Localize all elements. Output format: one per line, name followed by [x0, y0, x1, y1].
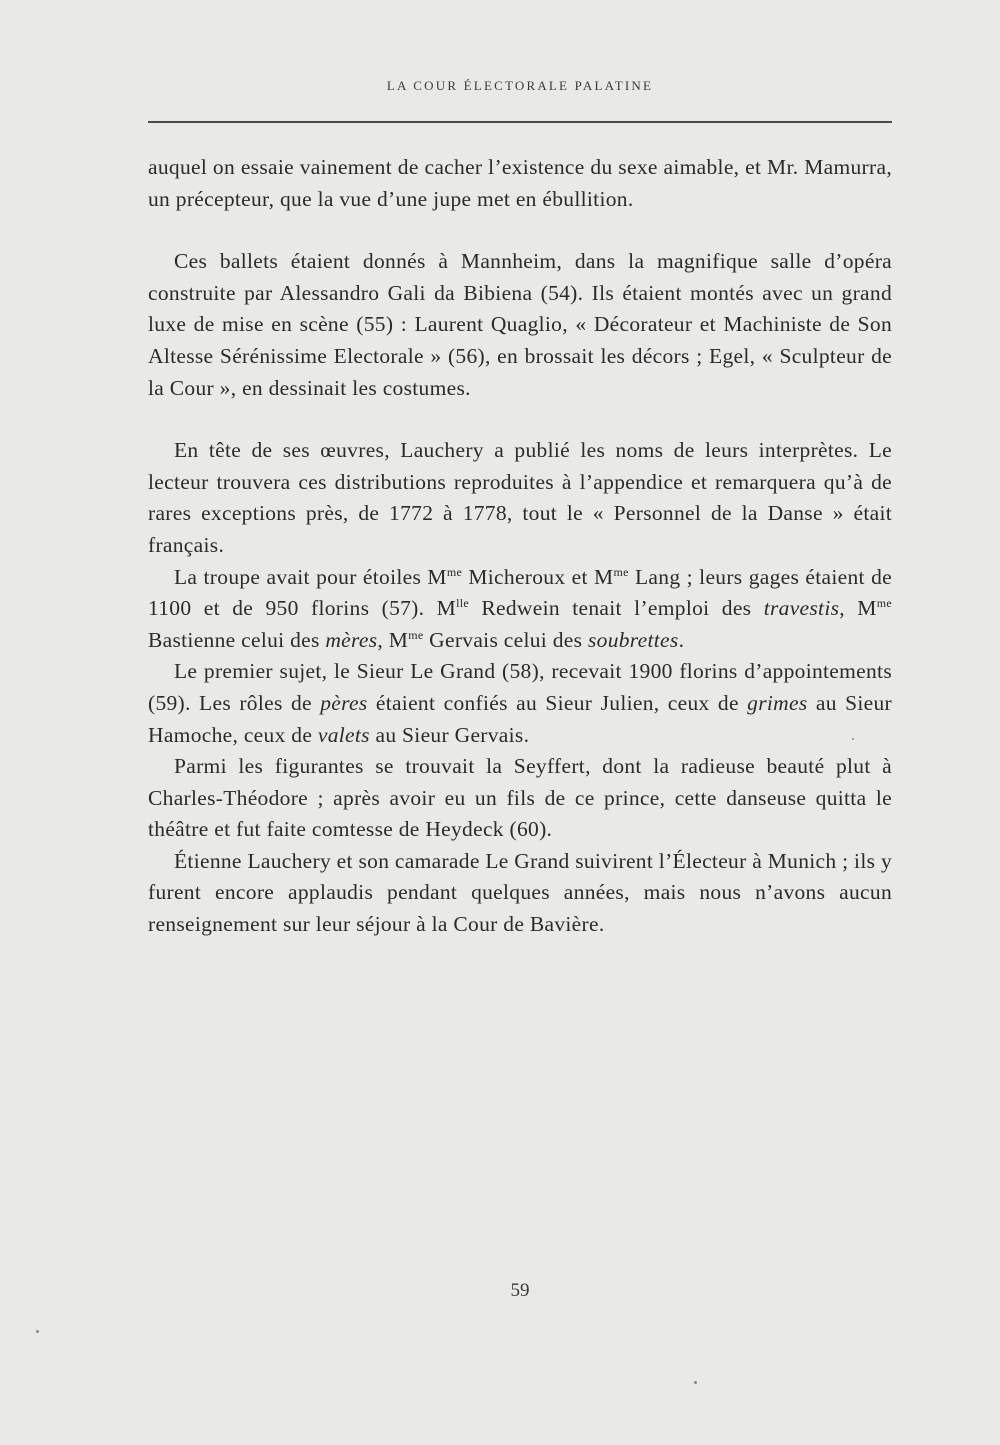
honorific-superscript: me	[876, 596, 892, 611]
text-run: Le premier sujet, le Sieur Le Grand (58), recevait 1900 florins d’appointements (59). Les rôles de	[148, 659, 892, 715]
text-run: Micheroux et M	[462, 564, 614, 589]
paragraph	[148, 246, 892, 404]
text-run: , M	[377, 627, 409, 652]
text-run: Lang ; leurs gages étaient de 1100 et de 950 florins (57). M	[148, 564, 892, 621]
italic-term: pères	[320, 690, 368, 715]
text-run: Bastienne celui des	[148, 627, 326, 652]
text-run: auquel on essaie vainement de cacher l’existence du sexe aimable, et Mr. Mamurra, un précepteur, que la vue d’une jupe met en ébullition.	[148, 155, 892, 211]
italic-term: mères	[325, 627, 378, 652]
text-run: au Sieur Hamoche, ceux de	[148, 690, 892, 747]
italic-term: grimes	[747, 690, 808, 715]
text-run: Parmi les figurantes se trouvait la Seyffert, dont la radieuse beauté plut à Charles-Théodore ; après avoir eu un fils de ce prince, cette danseuse quitta le théâtre et fut faite comtesse de Heydeck (60).	[148, 754, 892, 842]
honorific-superscript: me	[408, 627, 424, 642]
paragraph	[148, 751, 892, 846]
italic-term: valets	[317, 722, 370, 747]
text-run: , M	[839, 596, 877, 621]
honorific-superscript: me	[446, 564, 463, 579]
text-run: Ces ballets étaient donnés à Mannheim, dans la magnifique salle d’opéra construite par Alessandro Gali da Bibiena (54). Ils étaient montés avec un grand luxe de mise en scène (55) : Laurent Quaglio, « Décorateur et Machiniste de Son Altesse Sérénissime Electorale » (56), en brossait les décors ; Egel, « Sculpteur de la Cour », en dessinait les costumes.	[148, 249, 892, 400]
paragraph	[148, 435, 892, 561]
text-run: Étienne Lauchery et son camarade Le Grand suivirent l’Électeur à Munich ; ils y furent encore applaudis pendant quelques années, mais nous n’avons aucun renseignement sur leur séjour à la Cour de Bavière.	[148, 848, 892, 937]
paragraph	[148, 152, 892, 215]
running-head: LA COUR ÉLECTORALE PALATINE	[386, 78, 654, 93]
text-run: Redwein tenait l’emploi des	[469, 596, 764, 621]
text-run: Gervais celui des	[423, 627, 588, 652]
paragraph	[148, 846, 892, 941]
text-run: au Sieur Gervais.	[369, 722, 530, 747]
paragraph	[148, 562, 892, 657]
text-run: étaient confiés au Sieur Julien, ceux de	[367, 690, 748, 715]
paper-speck	[694, 1381, 697, 1384]
honorific-superscript: me	[613, 564, 629, 579]
header-rule	[148, 121, 892, 123]
body-text	[148, 152, 892, 941]
honorific-superscript: lle	[456, 596, 469, 611]
italic-term: travestis	[763, 596, 840, 621]
text-run: .	[678, 627, 685, 652]
paper-speck	[36, 1330, 39, 1333]
paragraph	[148, 656, 892, 751]
page-number: 59	[510, 1280, 530, 1301]
text-run: La troupe avait pour étoiles M	[174, 564, 447, 589]
paper-speck	[852, 738, 854, 740]
italic-term: soubrettes	[587, 627, 679, 652]
text-run: En tête de ses œuvres, Lauchery a publié les noms de leurs interprètes. Le lecteur trouvera ces distributions reproduites à l’appendice et remarquera qu’à de rares exceptions près, de 1772 à 1778, tout le « Personnel de la Danse » était français.	[148, 438, 892, 557]
